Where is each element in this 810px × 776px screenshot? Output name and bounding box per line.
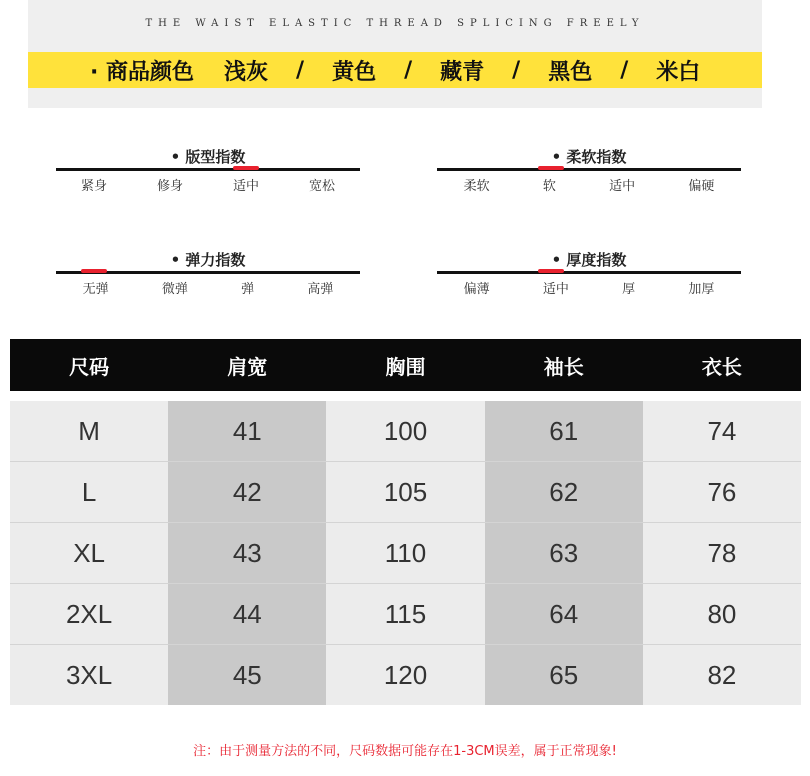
size-cell: 2XL: [10, 584, 168, 644]
index-marker: [233, 166, 259, 170]
sleeve-cell: 63: [485, 523, 643, 583]
color-separator: /: [620, 57, 629, 83]
size-table: [10, 339, 801, 690]
color-option: 浅灰: [224, 59, 269, 85]
chest-cell: 105: [326, 462, 484, 522]
index-title: • 版型指数: [170, 148, 246, 166]
index-title: • 厚度指数: [551, 251, 627, 269]
size-cell: M: [10, 401, 168, 461]
table-row: [10, 401, 801, 462]
index-scale-line: [56, 271, 360, 274]
color-separator: /: [512, 57, 521, 83]
shoulder-cell: 42: [168, 462, 326, 522]
tagline: THE WAIST ELASTIC THREAD SPLICING FREELY: [145, 18, 645, 29]
index-option: 偏薄: [463, 282, 490, 297]
index-option: 偏硬: [688, 179, 715, 194]
index-option: 无弹: [82, 282, 109, 297]
shoulder-cell: 44: [168, 584, 326, 644]
index-scale-line: [437, 168, 741, 171]
index-marker: [538, 166, 564, 170]
elasticity-index: [56, 249, 360, 297]
index-labels: [56, 175, 360, 194]
table-header: [10, 339, 801, 391]
table-row: [10, 645, 801, 705]
size-cell: L: [10, 462, 168, 522]
size-cell: XL: [10, 523, 168, 583]
index-option: 适中: [609, 179, 636, 194]
color-band: [28, 52, 762, 88]
index-option: 柔软: [463, 179, 490, 194]
table-row: [10, 462, 801, 523]
colors-row: [28, 52, 762, 88]
index-labels: [437, 175, 741, 194]
length-cell: 80: [643, 584, 801, 644]
fit-index: [56, 146, 360, 194]
index-option: 软: [542, 179, 556, 194]
chest-cell: 100: [326, 401, 484, 461]
table-row: [10, 523, 801, 584]
length-cell: 78: [643, 523, 801, 583]
index-option: 加厚: [688, 282, 715, 297]
index-option: 紧身: [80, 179, 107, 194]
sleeve-cell: 61: [485, 401, 643, 461]
color-option: 藏青: [440, 59, 485, 85]
index-option: 适中: [542, 282, 569, 297]
softness-index: [437, 146, 741, 194]
length-cell: 82: [643, 645, 801, 705]
index-option: 高弹: [307, 282, 334, 297]
header-panel: [28, 0, 762, 108]
color-option: 黑色: [548, 59, 593, 85]
measurement-note: 注：由于测量方法的不同，尺码数据可能存在1-3CM误差，属于正常现象!: [193, 744, 617, 759]
size-cell: 3XL: [10, 645, 168, 705]
header-chest: 胸围: [385, 354, 426, 379]
color-separator: /: [296, 57, 305, 83]
index-title: • 弹力指数: [170, 251, 246, 269]
index-marker: [81, 269, 107, 273]
index-labels: [56, 278, 360, 297]
header-shoulder: 肩宽: [227, 354, 268, 379]
chest-cell: 110: [326, 523, 484, 583]
color-option: 黄色: [332, 59, 377, 85]
chest-cell: 115: [326, 584, 484, 644]
length-cell: 76: [643, 462, 801, 522]
thickness-index: [437, 249, 741, 297]
index-option: 适中: [232, 179, 259, 194]
sleeve-cell: 65: [485, 645, 643, 705]
table-row: [10, 584, 801, 645]
table-body: [10, 401, 801, 705]
chest-cell: 120: [326, 645, 484, 705]
header-length: 衣长: [701, 354, 742, 379]
shoulder-cell: 41: [168, 401, 326, 461]
index-title: • 柔软指数: [551, 148, 627, 166]
index-marker: [538, 269, 564, 273]
header-sleeve: 袖长: [543, 354, 584, 379]
color-option: 米白: [656, 59, 701, 85]
index-option: 宽松: [308, 179, 335, 194]
index-option: 修身: [156, 179, 183, 194]
sleeve-cell: 64: [485, 584, 643, 644]
index-option: 微弹: [161, 282, 188, 297]
header-size: 尺码: [69, 354, 110, 379]
index-scale-line: [56, 168, 360, 171]
sleeve-cell: 62: [485, 462, 643, 522]
length-cell: 74: [643, 401, 801, 461]
shoulder-cell: 45: [168, 645, 326, 705]
index-scale-line: [437, 271, 741, 274]
shoulder-cell: 43: [168, 523, 326, 583]
index-labels: [437, 278, 741, 297]
index-option: 弹: [241, 282, 255, 297]
color-separator: /: [404, 57, 413, 83]
colors-label: · 商品颜色: [90, 59, 195, 85]
index-option: 厚: [622, 282, 636, 297]
